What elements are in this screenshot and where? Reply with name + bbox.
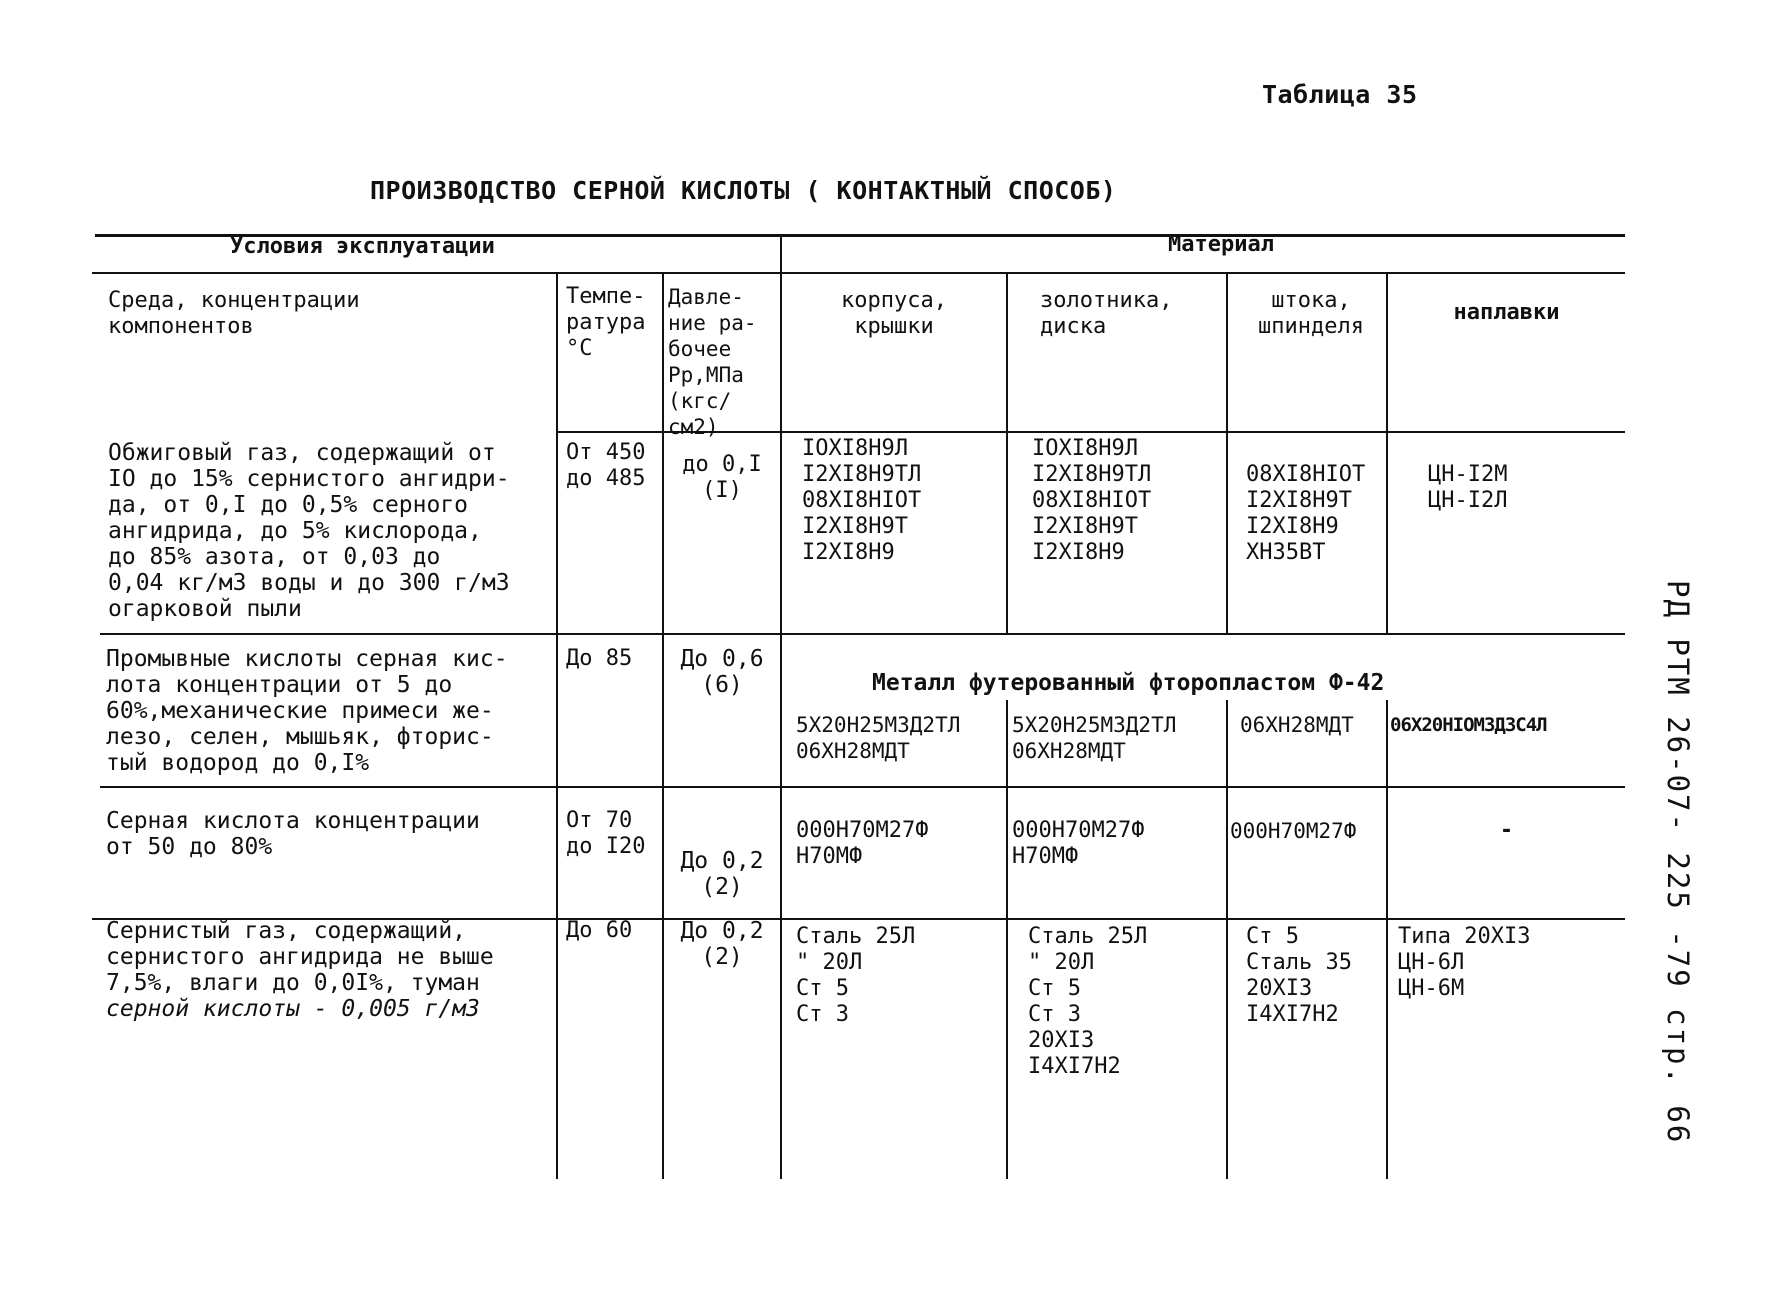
row2-lining-note: Металл футерованный фторопластом Ф-42 <box>872 670 1385 696</box>
row2-hardfacing: 06X20HIOM3Д3С4Л <box>1390 714 1547 736</box>
row2-pressure: До 0,6 (6) <box>680 646 764 698</box>
row4-medium: Сернистый газ, содержащий, сернистого ангидрида не выше 7,5%, влаги до 0,0I%, туман серной кислоты - 0,005 г/м3 <box>106 918 494 1022</box>
row2-stem: 06XH28МДТ <box>1240 713 1354 737</box>
col-line-spool <box>1226 274 1228 634</box>
rule-row2-bottom <box>100 786 1625 788</box>
rule-header-group <box>92 272 1625 274</box>
row4-pressure: До 0,2 (2) <box>680 918 764 970</box>
table-title: ПРОИЗВОДСТВО СЕРНОЙ КИСЛОТЫ ( КОНТАКТНЫЙ СПОСОБ) <box>370 176 1117 205</box>
col-line-stem <box>1386 274 1388 634</box>
row2-body: 5X20H25M3Д2TЛ 06XH28МДТ <box>796 713 961 763</box>
col-line-medium <box>556 274 558 1179</box>
row4-temperature: До 60 <box>566 918 633 943</box>
row1-body: IOXI8H9Л I2XI8H9TЛ 08XI8HIOT I2XI8H9T I2XI8H9 <box>802 436 922 565</box>
row3-pressure: До 0,2 (2) <box>680 848 764 900</box>
row3-stem: 000H70M27Ф <box>1230 819 1357 843</box>
header-temperature: Темпе- ратура °С <box>566 284 646 361</box>
row2-temperature: До 85 <box>566 646 633 671</box>
header-hardfacing: наплавки <box>1453 300 1560 325</box>
col-line-body <box>1006 274 1008 634</box>
row1-spool: IOXI8H9Л I2XI8H9TЛ 08XI8HIOT I2XI8H9T I2XI8H9 <box>1032 436 1152 565</box>
col-line-body-lower <box>1006 700 1008 1179</box>
row2-spool: 5X20H25M3Д2TЛ 06XH28МДТ <box>1012 713 1177 763</box>
row1-temperature: От 450 до 485 <box>566 440 646 491</box>
col-line-temperature <box>662 274 664 1179</box>
row3-hardfacing: - <box>1499 818 1514 843</box>
header-pressure: Давле- ние ра- бочее Рр,МПа (кгс/см2) <box>668 285 757 439</box>
row3-body: 000H70M27Ф H70МФ <box>796 818 929 869</box>
table-number: Таблица 35 <box>1262 80 1418 109</box>
row3-spool: 000H70M27Ф H70МФ <box>1012 818 1145 869</box>
header-body: корпуса, крышки <box>841 288 947 339</box>
header-material: Материал <box>1168 232 1274 257</box>
row4-spool: Сталь 25Л " 20Л Ст 5 Ст 3 20XI3 I4XI7H2 <box>1028 924 1148 1079</box>
col-line-spool-lower <box>1226 700 1228 1179</box>
row4-body: Сталь 25Л " 20Л Ст 5 Ст 3 <box>796 924 916 1027</box>
header-stem: штока, шпинделя <box>1258 288 1364 339</box>
row1-stem: 08XI8HIOT I2XI8H9T I2XI8H9 XH35BT <box>1246 462 1366 565</box>
header-medium: Среда, концентрации компонентов <box>108 288 360 339</box>
row1-pressure: до 0,I (I) <box>682 452 762 503</box>
col-line-stem-lower <box>1386 700 1388 1179</box>
row2-medium: Промывные кислоты серная кис- лота концентрации от 5 до 60%,механические примеси же- лезо, селен, мышьяк, фторис- тый водород до 0,I% <box>106 646 508 776</box>
side-document-code: РД РТМ 26-07- 225 -79 стр. 66 <box>1661 580 1695 1145</box>
col-line-pressure <box>780 236 782 1179</box>
row4-stem: Ст 5 Сталь 35 20XI3 I4XI7H2 <box>1246 924 1352 1027</box>
row1-medium: Обжиговый газ, содержащий от IO до 15% сернистого ангидри- да, от 0,I до 0,5% серного ангидрида, до 5% кислорода, до 85% азота, от 0,03 до 0,04 кг/м3 воды и до 300 г/м3 огарковой пыли <box>108 440 510 622</box>
row3-medium: Серная кислота концентрации от 50 до 80% <box>106 808 480 860</box>
row4-hardfacing: Типа 20XI3 ЦН-6Л ЦН-6М <box>1398 924 1531 1001</box>
row4-medium-last-line: серной кислоты - 0,005 г/м3 <box>106 996 480 1022</box>
row1-hardfacing: ЦН-I2М ЦН-I2Л <box>1428 462 1508 513</box>
rule-row1-bottom <box>100 633 1625 635</box>
row3-temperature: От 70 до I20 <box>566 808 646 859</box>
header-operating-conditions: Условия эксплуатации <box>230 234 495 259</box>
header-spool: золотника, диска <box>1040 288 1173 339</box>
